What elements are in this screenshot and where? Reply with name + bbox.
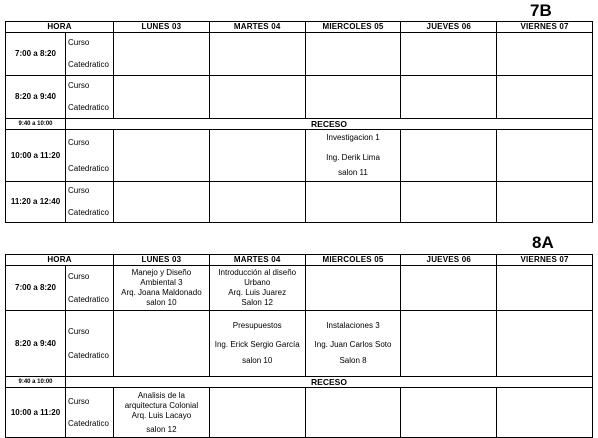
schedule-cell (114, 33, 210, 76)
group-label-7b: 7B (530, 1, 552, 20)
header-hora: HORA (6, 255, 114, 266)
schedule-cell (114, 76, 210, 119)
header-miercoles: MIERCOLES 05 (305, 255, 401, 266)
course-name: Introducción al diseño (218, 268, 297, 277)
teacher-label: Catedratico (68, 163, 109, 173)
header-row (6, 255, 593, 266)
course-name-cont: Ambiental 3 (140, 278, 183, 287)
schedule-cell (401, 76, 497, 119)
course-label: Curso (68, 186, 90, 195)
course-label: Curso (68, 81, 90, 90)
schedule-cell (497, 76, 593, 119)
header-viernes: VIERNES 07 (497, 255, 593, 266)
time-slot: 7:00 a 8:20 (6, 266, 66, 311)
schedule-cell (401, 266, 497, 311)
schedule-cell (114, 266, 210, 311)
course-name-cont: Urbano (244, 278, 271, 287)
schedule-cell (401, 33, 497, 76)
schedule-cell (305, 266, 401, 311)
schedule-cell (497, 130, 593, 182)
row-labels (66, 182, 114, 223)
schedule-cell (401, 182, 497, 223)
teacher-label: Catedratico (68, 208, 109, 217)
time-slot: 7:00 a 8:20 (6, 33, 66, 76)
schedule-cell (305, 33, 401, 76)
recess-label: RECESO (66, 377, 593, 388)
schedule-cell (497, 182, 593, 223)
header-jueves: JUEVES 06 (401, 22, 497, 33)
table-row (6, 388, 593, 438)
time-slot: 8:20 a 9:40 (6, 76, 66, 119)
recess-label: RECESO (66, 119, 593, 130)
course-label: Curso (68, 326, 90, 336)
teacher-label: Catedratico (68, 294, 109, 304)
header-viernes: VIERNES 07 (497, 22, 593, 33)
schedule-cell (305, 311, 401, 377)
schedule-cell (114, 130, 210, 182)
schedule-cell (401, 388, 497, 438)
teacher-name: Arq. Luis Juarez (228, 288, 287, 297)
teacher-name: Ing. Erick Sergio García (214, 340, 300, 349)
schedule-cell (497, 388, 593, 438)
time-slot: 9:40 a 10:00 (6, 119, 66, 130)
header-martes: MARTES 04 (209, 255, 305, 266)
time-slot: 10:00 a 11:20 (6, 130, 66, 182)
room-name: salon 10 (242, 356, 273, 365)
row-labels (66, 76, 114, 119)
schedule-cell (497, 311, 593, 377)
schedule-cell (401, 130, 497, 182)
schedule-cell (114, 311, 210, 377)
table-row (6, 33, 593, 76)
header-jueves: JUEVES 06 (401, 255, 497, 266)
table-row (6, 76, 593, 119)
teacher-label: Catedratico (68, 60, 109, 69)
group-label-8a: 8A (532, 233, 554, 252)
course-name-cont: arquitectura Colonial (124, 400, 199, 410)
time-slot: 11:20 a 12:40 (6, 182, 66, 223)
room-name: salon 10 (146, 298, 177, 307)
time-slot: 8:20 a 9:40 (6, 311, 66, 377)
schedule-cell (209, 76, 305, 119)
course-label: Curso (68, 137, 90, 147)
schedule-cell (497, 266, 593, 311)
schedule-cell (209, 311, 305, 377)
table-row (6, 311, 593, 377)
row-labels (66, 33, 114, 76)
header-hora: HORA (6, 22, 114, 33)
course-name: Manejo y Diseño (131, 268, 192, 277)
schedule-table-8a (5, 254, 593, 438)
schedule-cell (305, 130, 401, 182)
row-labels (66, 266, 114, 311)
course-name: Investigacion 1 (326, 133, 380, 142)
header-row (6, 22, 593, 33)
teacher-label: Catedratico (68, 103, 109, 112)
header-miercoles: MIERCOLES 05 (305, 22, 401, 33)
schedule-cell (209, 33, 305, 76)
teacher-label: Catedratico (68, 350, 109, 360)
schedule-cell (305, 388, 401, 438)
schedule-cell (401, 311, 497, 377)
schedule-cell (114, 182, 210, 223)
recess-row (6, 119, 593, 130)
course-name: Analisis de la (137, 390, 185, 400)
schedule-cell (209, 182, 305, 223)
teacher-label: Catedratico (68, 418, 109, 428)
table-row (6, 182, 593, 223)
room-name: Salon 8 (339, 356, 367, 365)
schedule-cell (209, 266, 305, 311)
header-lunes: LUNES 03 (114, 22, 210, 33)
schedule-cell (209, 130, 305, 182)
course-label: Curso (68, 396, 90, 406)
course-name: Presupuestos (232, 321, 282, 330)
room-name: salon 12 (146, 424, 177, 434)
row-labels (66, 388, 114, 438)
time-slot: 10:00 a 11:20 (6, 388, 66, 438)
course-label: Curso (68, 38, 90, 47)
schedule-cell (497, 33, 593, 76)
teacher-name: Arq. Joana Maldonado (121, 288, 202, 297)
recess-row (6, 377, 593, 388)
teacher-name: Ing. Derik Lima (326, 153, 380, 162)
time-slot: 9:40 a 10:00 (6, 377, 66, 388)
schedule-cell (305, 76, 401, 119)
row-labels (66, 130, 114, 182)
teacher-name: Ing. Juan Carlos Soto (314, 340, 392, 349)
header-lunes: LUNES 03 (114, 255, 210, 266)
header-martes: MARTES 04 (209, 22, 305, 33)
schedule-cell (114, 388, 210, 438)
table-row (6, 266, 593, 311)
row-labels (66, 311, 114, 377)
room-name: salon 11 (338, 168, 368, 177)
course-name: Instalaciones 3 (326, 321, 380, 330)
teacher-name: Arq. Luis Lacayo (131, 410, 192, 420)
table-row (6, 130, 593, 182)
schedule-cell (305, 182, 401, 223)
schedule-cell (209, 388, 305, 438)
room-name: Salon 12 (241, 298, 273, 307)
schedule-table-7b (5, 21, 593, 223)
course-label: Curso (68, 271, 90, 281)
